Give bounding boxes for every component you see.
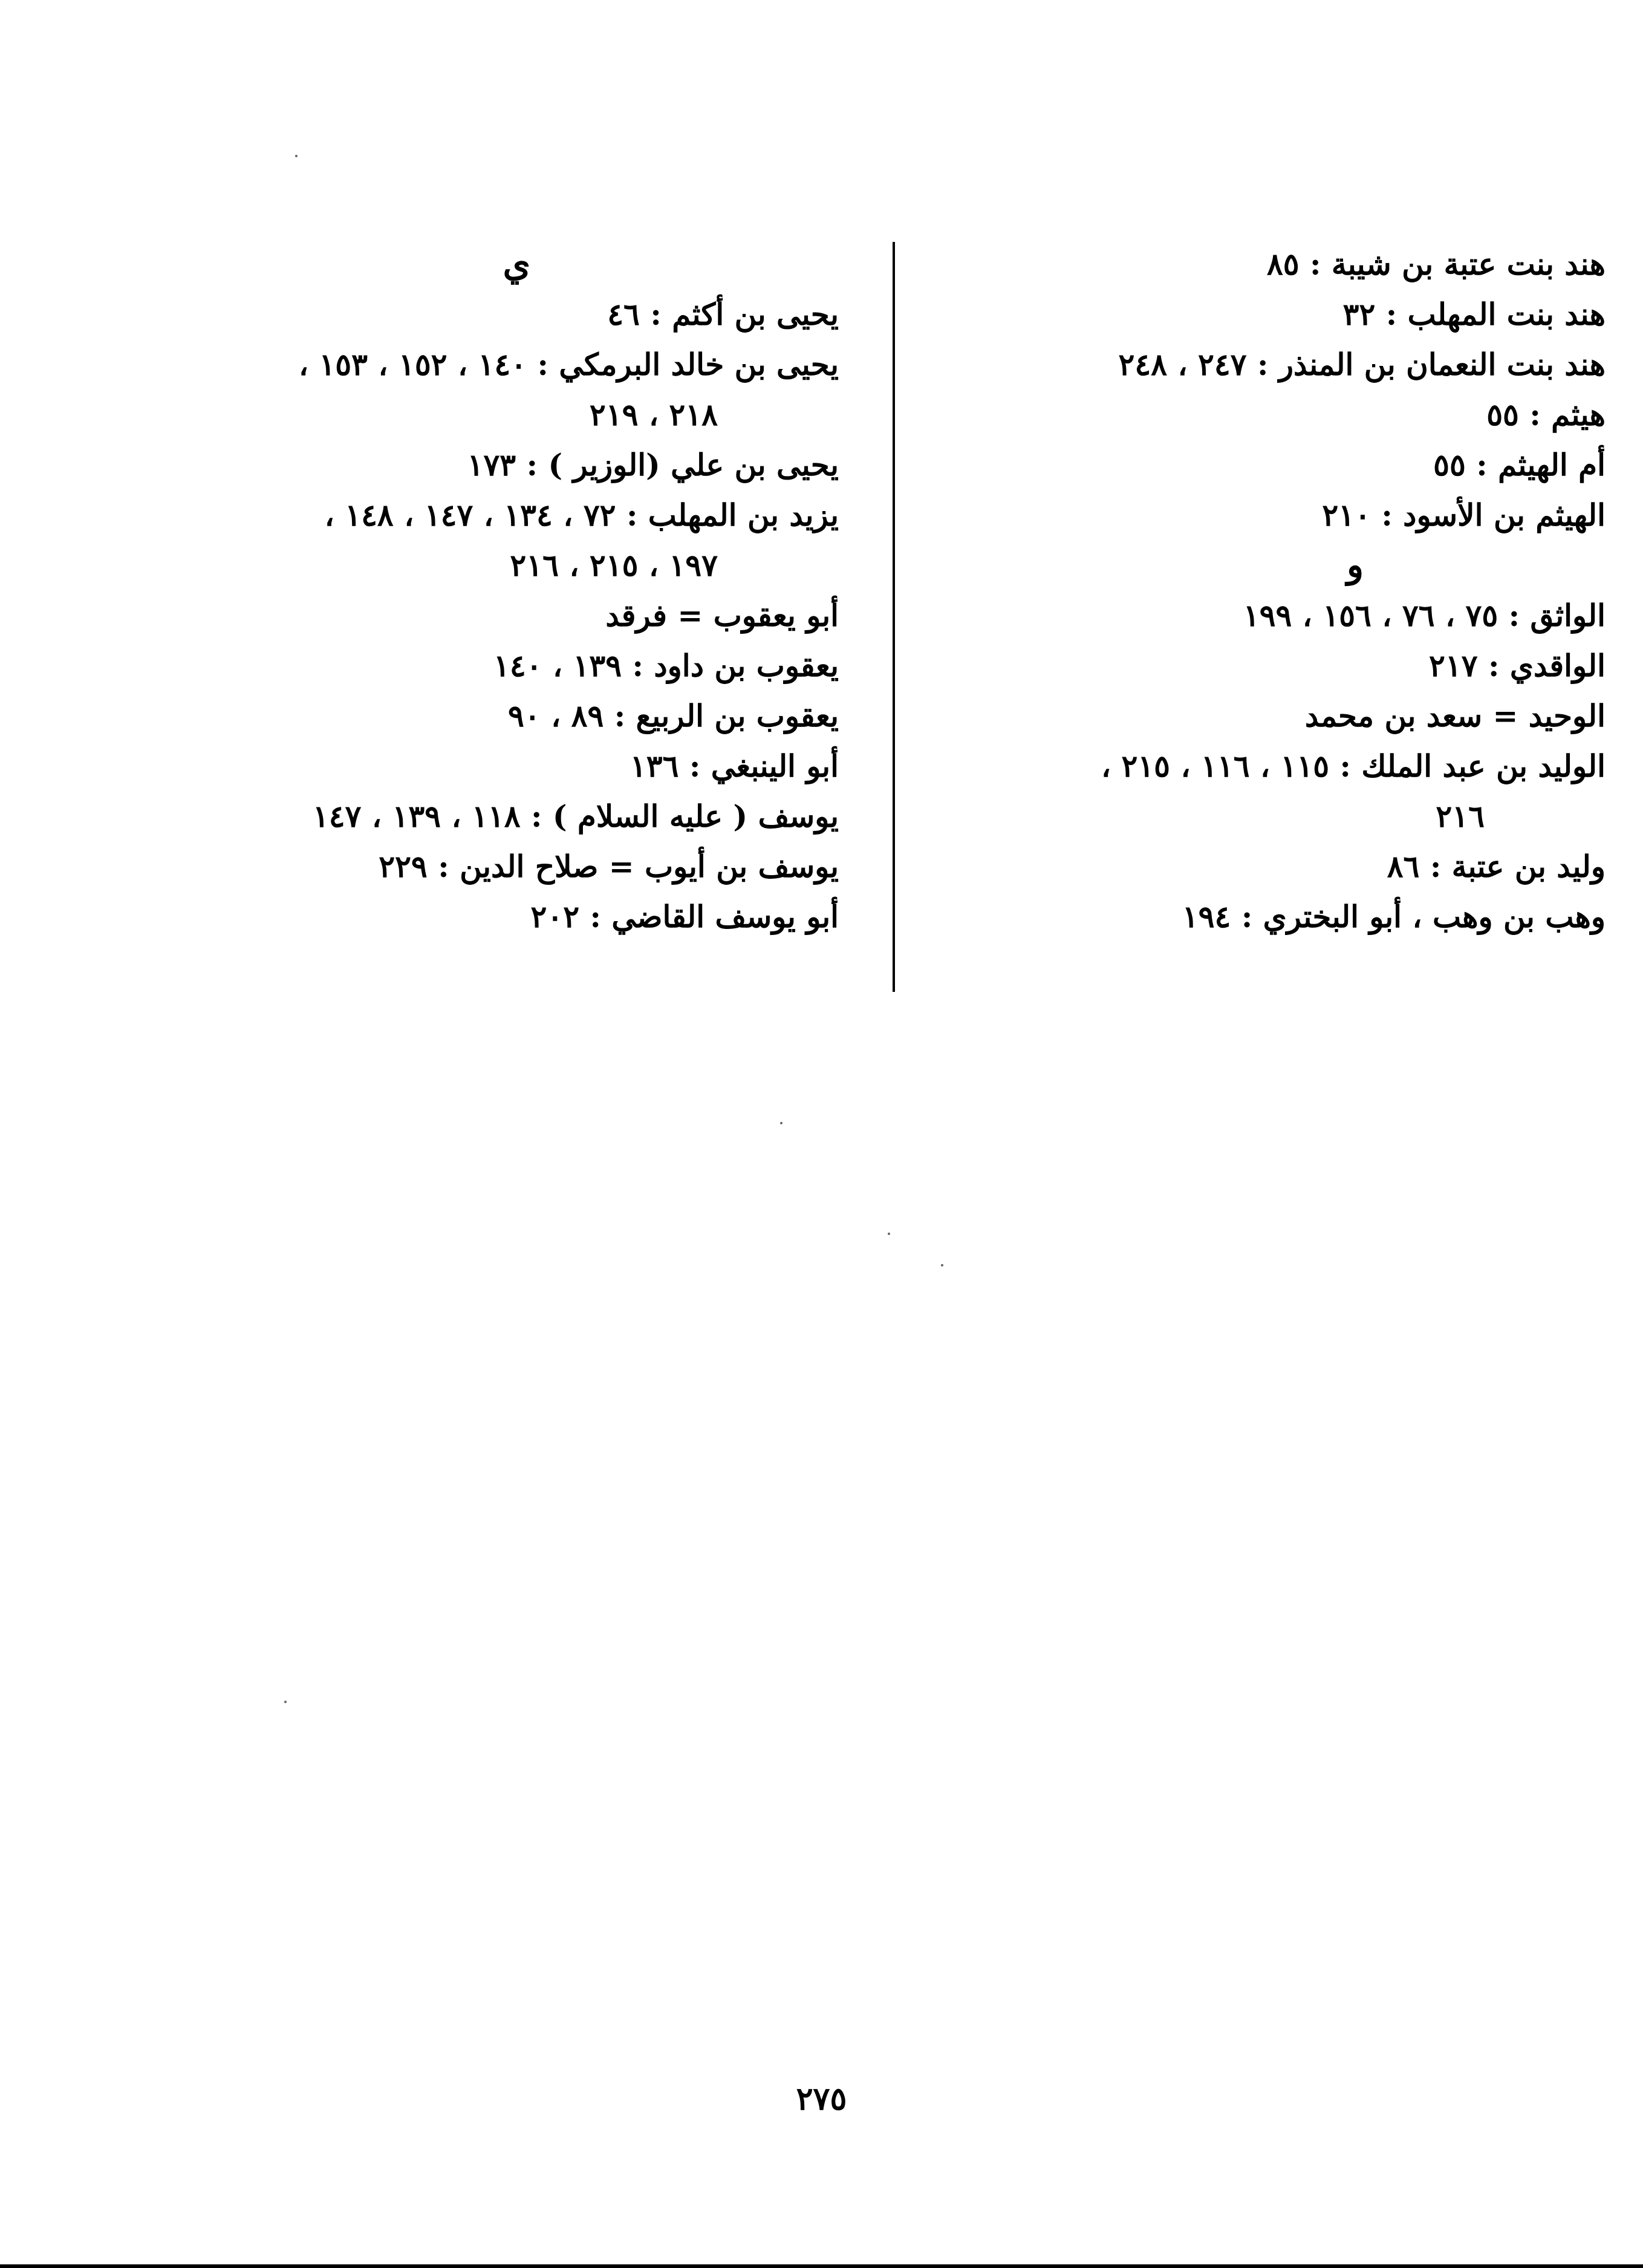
index-entry: يعقوب بن الربيع : ٨٩ ، ٩٠ — [507, 698, 839, 734]
index-entry: هيثم : ٥٥ — [1486, 397, 1606, 432]
scan-speck — [780, 1122, 782, 1124]
scan-speck — [941, 1264, 943, 1266]
index-entry: الهيثم بن الأسود : ٢١٠ — [1322, 497, 1606, 533]
index-entry: أم الهيثم : ٥٥ — [1433, 447, 1606, 483]
index-entry: هند بنت عتبة بن شيبة : ٨٥ — [1266, 246, 1606, 282]
index-column-right — [952, 239, 1606, 942]
index-entry: يوسف ( عليه السلام ) : ١١٨ ، ١٣٩ ، ١٤٧ — [312, 798, 839, 834]
page-number: ٢٧٥ — [796, 2081, 847, 2117]
index-entry: الوليد بن عبد الملك : ١١٥ ، ١١٦ ، ٢١٥ ، — [1101, 748, 1606, 784]
index-entry: يعقوب بن داود : ١٣٩ ، ١٤٠ — [493, 648, 839, 683]
letter-heading: ي — [503, 243, 530, 284]
index-entry: يزيد بن المهلب : ٧٢ ، ١٣٤ ، ١٤٧ ، ١٤٨ ، — [324, 497, 839, 533]
index-entry: يحيى بن خالد البرمكي : ١٤٠ ، ١٥٢ ، ١٥٣ ، — [298, 347, 839, 382]
index-entry: وليد بن عتبة : ٨٦ — [1387, 849, 1606, 884]
column-divider — [893, 242, 895, 992]
index-entry-continuation: ٢١٦ — [1436, 798, 1485, 834]
index-entry-continuation: ٢١٨ ، ٢١٩ — [589, 397, 718, 432]
scan-speck — [888, 1233, 890, 1235]
index-entry: الواقدي : ٢١٧ — [1429, 648, 1606, 683]
index-entry: يحيى بن علي (الوزير ) : ١٧٣ — [467, 447, 839, 483]
index-entry: أبو يوسف القاضي : ٢٠٢ — [530, 899, 839, 934]
index-entry: يوسف بن أيوب = صلاح الدين : ٢٢٩ — [379, 849, 839, 884]
index-entry: أبو يعقوب = فرقد — [605, 598, 839, 633]
index-entry: يحيى بن أكثم : ٤٦ — [607, 296, 839, 332]
index-entry: وهب بن وهب ، أبو البختري : ١٩٤ — [1182, 899, 1606, 934]
letter-heading: و — [1346, 544, 1364, 585]
scan-speck — [284, 1701, 287, 1703]
index-column-left — [186, 239, 839, 942]
index-entry: هند بنت النعمان بن المنذر : ٢٤٧ ، ٢٤٨ — [1118, 347, 1606, 382]
index-entry: الوحيد = سعد بن محمد — [1304, 698, 1606, 734]
scan-speck — [295, 155, 298, 157]
index-entry: هند بنت المهلب : ٣٢ — [1342, 296, 1606, 332]
index-entry: الواثق : ٧٥ ، ٧٦ ، ١٥٦ ، ١٩٩ — [1243, 598, 1606, 633]
bottom-border — [0, 2264, 1643, 2268]
index-entry: أبو الينبغي : ١٣٦ — [630, 748, 839, 784]
index-entry-continuation: ١٩٧ ، ٢١٥ ، ٢١٦ — [510, 547, 718, 583]
